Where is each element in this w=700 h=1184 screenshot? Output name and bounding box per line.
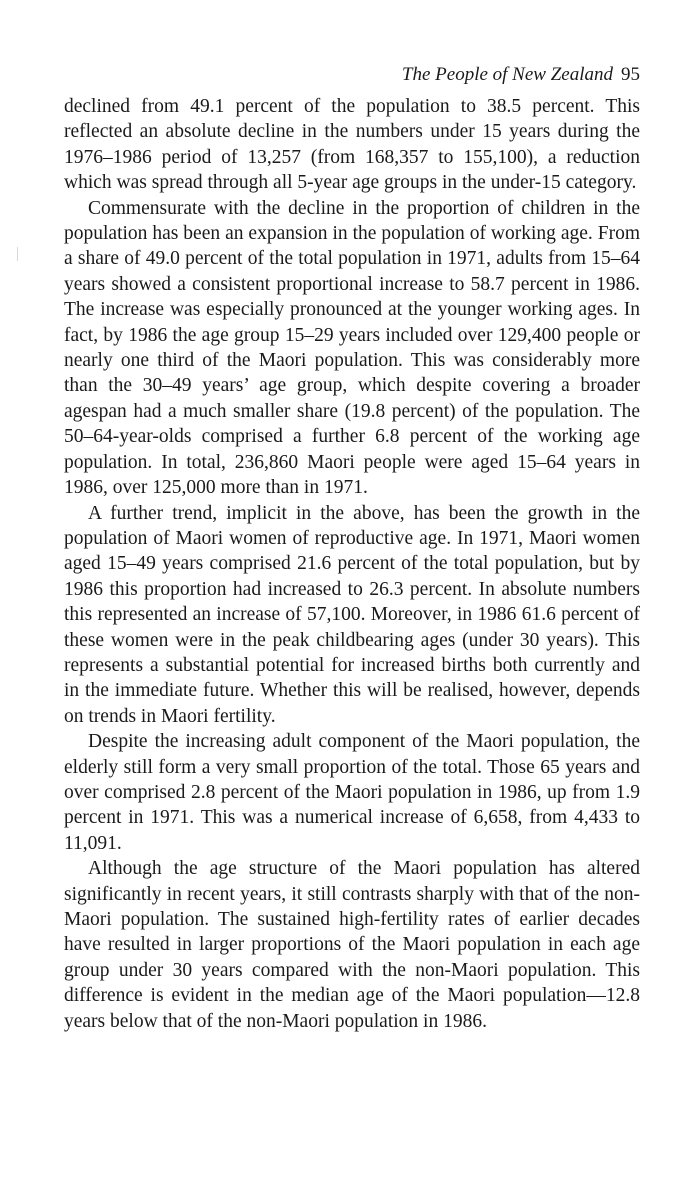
paragraph-reproductive-age: A further trend, implicit in the above, has been the growth in the population of Maori women of reproductive age. In 1971, Maori women aged 15–49 years comprised 21.6 percent of the total population, but by 1986 this proportion had increased to 26.3 percent. In absolute numbers this represented an increase of 57,100. Moreover, in 1986 61.6 percent of these women were in the peak childbearing ages (under 30 years). This represents a substantial potential for increased births both currently and in the immediate future. Whether this will be realised, however, depends on trends in Maori fertility. [64,502,640,727]
paragraph-age-structure: Although the age structure of the Maori population has altered significantly in recent years, it still contrasts sharply with that of the non-Maori population. The sustained high-fertility rates of earlier decades have resulted in larger proportions of the Maori population in each age group under 30 years compared with the non-Maori population. This difference is evident in the median age of the Maori population—12.8 years below that of the non-Maori population in 1986. [64,858,640,1032]
running-head [64,60,640,90]
book-page [64,60,640,1034]
margin-mark [17,247,18,261]
running-title: The People of New Zealand [401,64,613,85]
body-text [64,94,640,1034]
paragraph-continuation: declined from 49.1 percent of the population to 38.5 percent. This reflected an absolute decline in the numbers under 15 years during the 1976–1986 period of 13,257 (from 168,357 to 155,100), a reduction which was spread through all 5-year age groups in the under-15 category. [64,96,640,194]
paragraph-elderly: Despite the increasing adult component of the Maori population, the elderly still form a very small proportion of the total. Those 65 years and over comprised 2.8 percent of the Maori population in 1986, up from 1.9 percent in 1971. This was a numerical increase of 6,658, from 4,433 to 11,091. [64,731,640,854]
page-number: 95 [621,64,640,85]
paragraph-working-age: Commensurate with the decline in the proportion of children in the population has been an expansion in the population of working age. From a share of 49.0 percent of the total population in 1971, adults from 15–64 years showed a consistent proportional increase to 58.7 percent in 1986. The increase was especially pronounced at the younger working ages. In fact, by 1986 the age group 15–29 years included over 129,400 people or nearly one third of the Maori population. This was considerably more than the 30–49 years’ age group, which despite covering a broader agespan had a much smaller share (19.8 percent) of the population. The 50–64-year-olds comprised a further 6.8 percent of the working age population. In total, 236,860 Maori people were aged 15–64 years in 1986, over 125,000 more than in 1971. [64,197,640,499]
